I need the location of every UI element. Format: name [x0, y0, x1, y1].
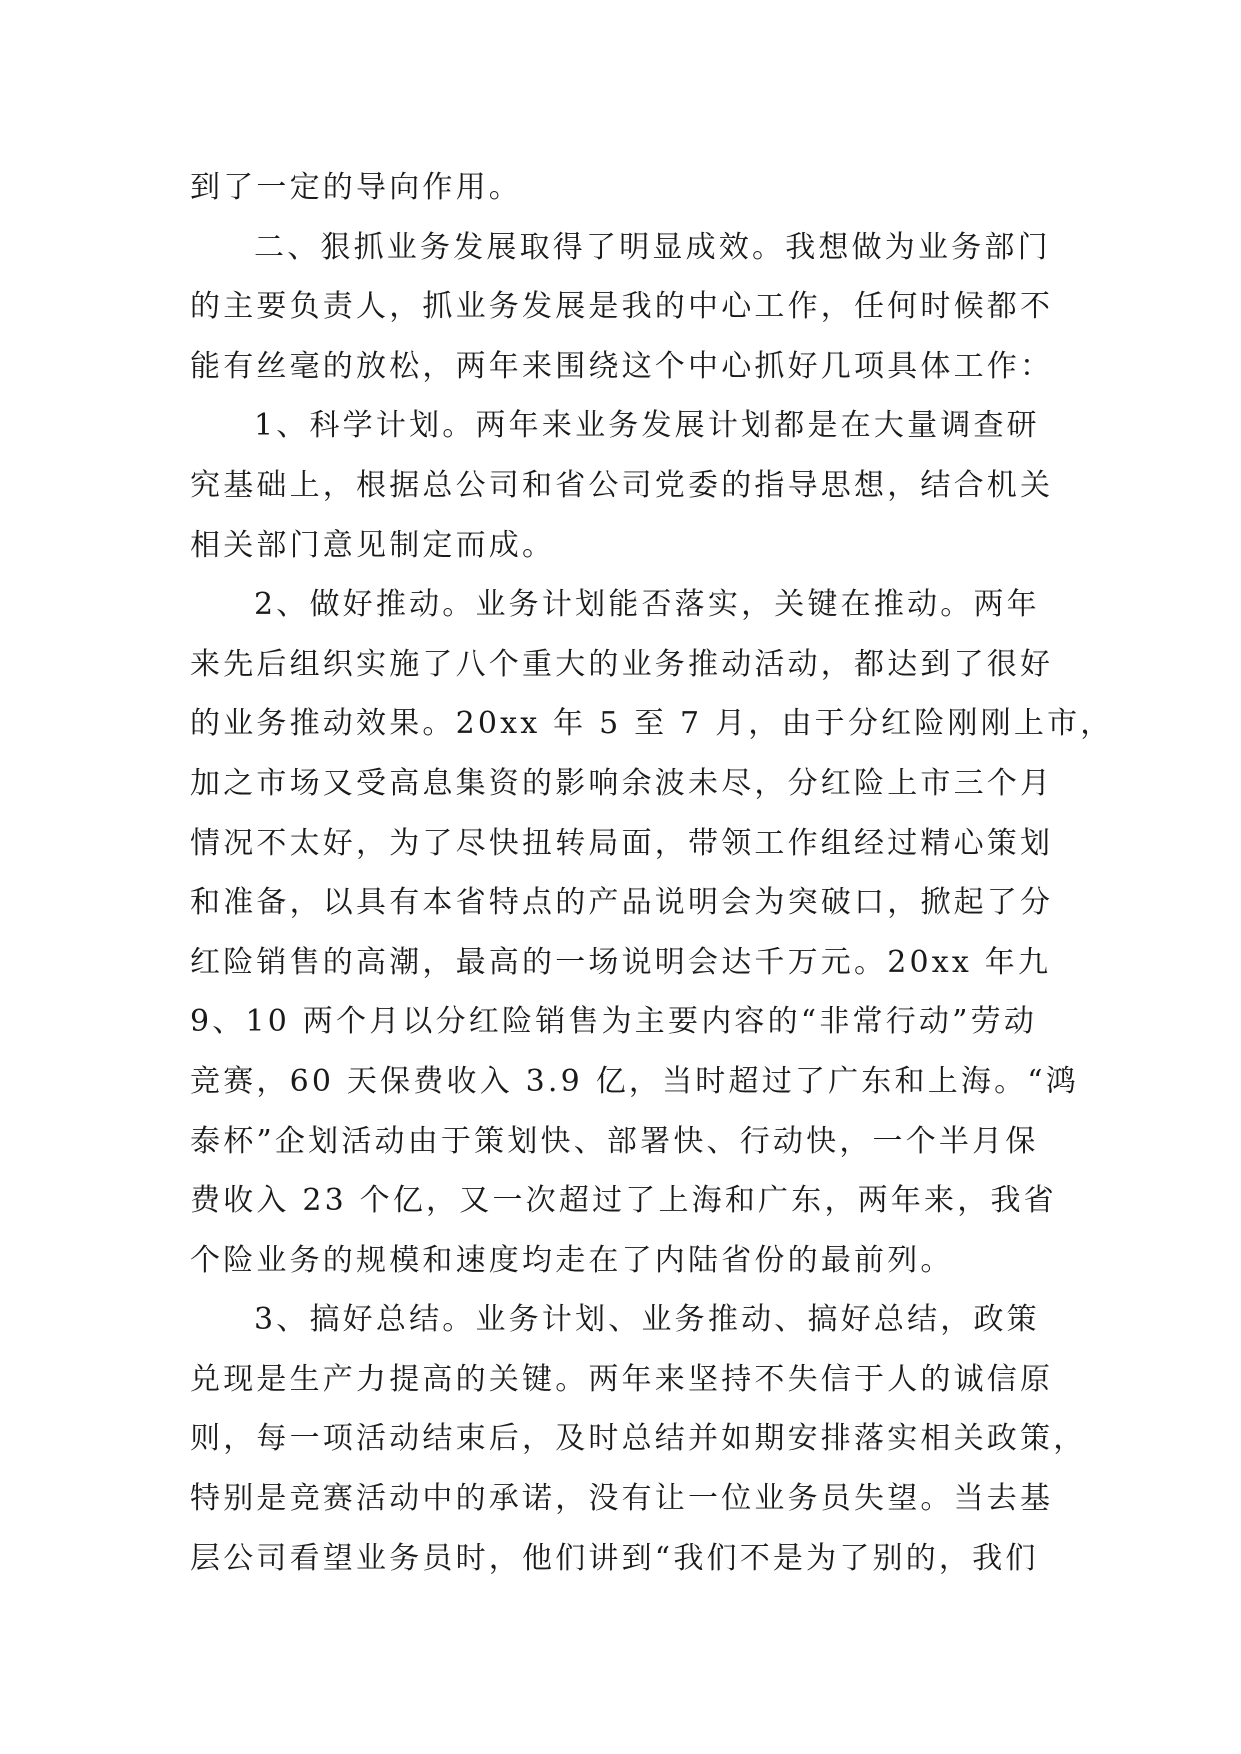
text-line: 究基础上，根据总公司和省公司党委的指导思想，结合机关	[190, 467, 1054, 503]
text-line: 的业务推动效果。20xx 年 5 至 7 月，由于分红险刚刚上市，	[190, 706, 1114, 742]
text-line: 特别是竞赛活动中的承诺，没有让一位业务员失望。当去基	[190, 1481, 1054, 1517]
text-line: 泰杯”企划活动由于策划快、部署快、行动快，一个半月保	[190, 1123, 1039, 1159]
text-line: 来先后组织实施了八个重大的业务推动活动，都达到了很好	[190, 646, 1054, 682]
text-line: 9、10 两个月以分红险销售为主要内容的“非常行动”劳动	[190, 1004, 1038, 1040]
text-line: 的主要负责人，抓业务发展是我的中心工作，任何时候都不	[190, 289, 1054, 325]
paragraph-first-line: 1、科学计划。两年来业务发展计划都是在大量调查研	[254, 408, 1040, 444]
text-line: 个险业务的规模和速度均走在了内陆省份的最前列。	[190, 1242, 954, 1278]
text-line: 则，每一项活动结束后，及时总结并如期安排落实相关政策，	[190, 1421, 1087, 1457]
text-line: 竞赛，60 天保费收入 3.9 亿，当时超过了广东和上海。“鸿	[190, 1063, 1080, 1099]
paragraph-first-line: 2、做好推动。业务计划能否落实，关键在推动。两年	[254, 587, 1040, 623]
text-line: 红险销售的高潮，最高的一场说明会达千万元。20xx 年九	[190, 944, 1052, 980]
text-line: 和准备，以具有本省特点的产品说明会为突破口，掀起了分	[190, 885, 1054, 921]
text-line: 相关部门意见制定而成。	[190, 527, 556, 563]
text-line: 费收入 23 个亿，又一次超过了上海和广东，两年来，我省	[190, 1183, 1057, 1219]
text-line: 层公司看望业务员时，他们讲到“我们不是为了别的，我们	[190, 1540, 1039, 1576]
body-text	[190, 158, 1114, 1588]
paragraph-first-line: 3、搞好总结。业务计划、业务推动、搞好总结，政策	[254, 1302, 1040, 1338]
text-line: 加之市场又受高息集资的影响余波未尽，分红险上市三个月	[190, 765, 1054, 801]
text-line: 兑现是生产力提高的关键。两年来坚持不失信于人的诚信原	[190, 1361, 1054, 1397]
text-line: 到了一定的导向作用。	[190, 170, 522, 205]
text-line: 能有丝毫的放松，两年来围绕这个中心抓好几项具体工作：	[190, 348, 1054, 384]
text-line: 情况不太好，为了尽快扭转局面，带领工作组经过精心策划	[190, 825, 1054, 861]
paragraph-first-line: 二、狠抓业务发展取得了明显成效。我想做为业务部门	[254, 229, 1051, 265]
